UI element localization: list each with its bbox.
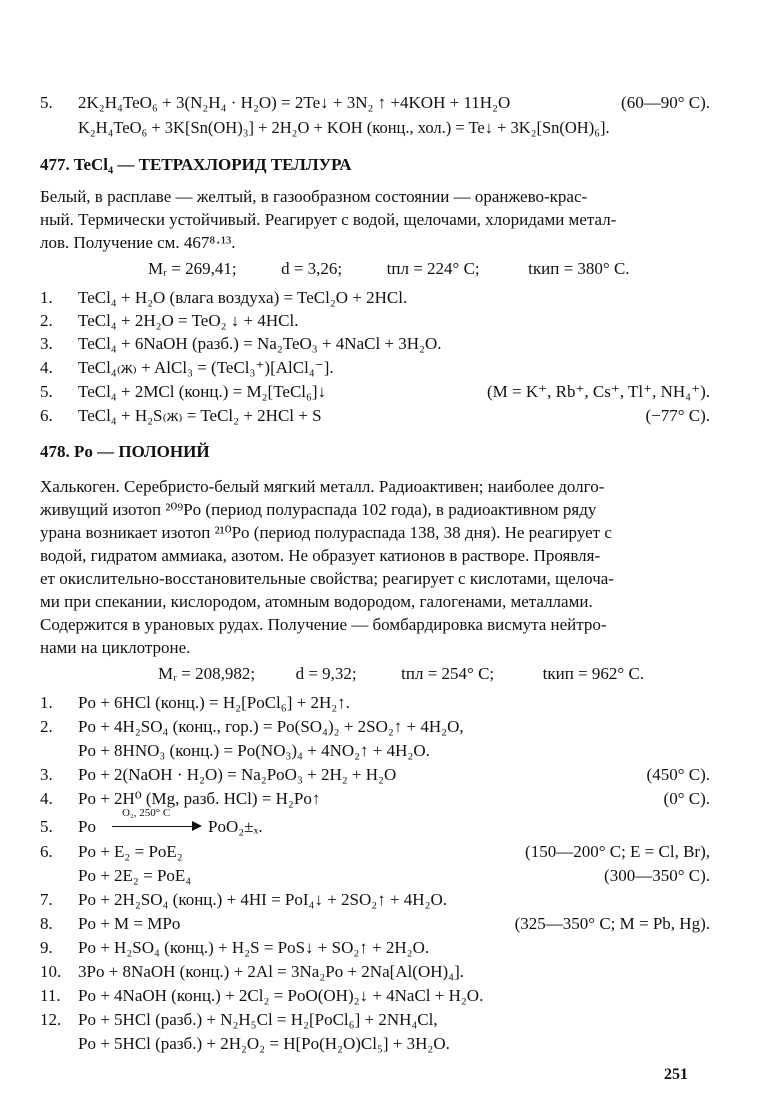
description-line: лов. Получение см. 467⁸·¹³.	[40, 233, 236, 252]
reaction-equation: Po + 4NaOH (конц.) + 2Cl₂ = PoO(OH)₂↓ + 4NaCl + H₂O.	[78, 986, 484, 1005]
reaction-condition: (60—90° C).	[621, 93, 710, 112]
reaction-equation: Po + 2H⁰ (Mg, разб. HCl) = H₂Po↑	[78, 789, 321, 808]
reaction-equation: Po + 6HCl (конц.) = H₂[PoCl₆] + 2H₂↑.	[78, 693, 350, 712]
reaction-equation: TeCl₄ + 2MCl (конц.) = M₂[TeCl₆]↓	[78, 382, 327, 401]
reaction-condition: (300—350° C).	[604, 866, 710, 885]
page-number: 251	[664, 1066, 688, 1083]
reaction-number: 3.	[40, 765, 53, 784]
reaction-reactant: Po	[78, 817, 96, 836]
reaction-condition: (325—350° C; M = Pb, Hg).	[514, 914, 710, 933]
reaction-equation: Po + 8HNO₃ (конц.) = Po(NO₃)₄ + 4NO₂↑ + 4H₂O.	[78, 741, 430, 760]
reaction-equation: Po + 5HCl (разб.) + 2H₂O₂ = H[Po(H₂O)Cl₅] + 3H₂O.	[78, 1034, 450, 1053]
reaction-equation: 2K₂H₄TeO₆ + 3(N₂H₄ · H₂O) = 2Te↓ + 3N₂ ↑ +4KOH + 11H₂O	[78, 93, 511, 112]
arrow-condition-label: O₂, 250° C	[122, 807, 171, 819]
reaction-number: 12.	[40, 1010, 62, 1029]
reaction-number: 3.	[40, 334, 53, 353]
reaction-number: 11.	[40, 986, 61, 1005]
boiling-point: tкип = 962° C.	[542, 664, 645, 683]
reaction-equation: TeCl₄₍ж₎ + AlCl₃ = (TeCl₃⁺)[AlCl₄⁻].	[78, 358, 334, 377]
density: d = 3,26;	[281, 259, 343, 278]
reaction-product: PoO₂±ₓ.	[208, 817, 263, 836]
density: d = 9,32;	[295, 664, 357, 683]
reaction-condition: (450° C).	[646, 765, 710, 784]
description-line: водой, гидратом аммиака, азотом. Не образует катионов в растворе. Проявля-	[40, 546, 601, 565]
reaction-condition: (−77° C).	[645, 406, 710, 425]
reaction-equation: K₂H₄TeO₆ + 3K[Sn(OH)₃] + 2H₂O + KOH (конц., хол.) = Te↓ + 3K₂[Sn(OH)₆].	[78, 118, 610, 137]
reaction-number: 4.	[40, 358, 53, 377]
reaction-number: 4.	[40, 789, 53, 808]
section-header-477: 477. TeCl₄ — ТЕТРАХЛОРИД ТЕЛЛУРА	[40, 155, 352, 174]
reaction-condition: (M = K⁺, Rb⁺, Cs⁺, Tl⁺, NH₄⁺).	[487, 382, 710, 401]
constants-row-478	[158, 663, 644, 685]
reaction-number: 7.	[40, 890, 53, 909]
reaction-equation: TeCl₄ + H₂S₍ж₎ = TeCl₂ + 2HCl + S	[78, 406, 322, 425]
reaction-number: 1.	[40, 693, 53, 712]
reaction-arrow	[108, 807, 204, 836]
boiling-point: tкип = 380° C.	[528, 259, 630, 278]
melting-point: tпл = 254° C;	[401, 664, 495, 683]
description-line: ный. Термически устойчивый. Реагирует с водой, щелочами, хлоридами метал-	[40, 210, 617, 229]
reaction-number: 10.	[40, 962, 62, 981]
reaction-equation: TeCl₄ + 2H₂O = TeO₂ ↓ + 4HCl.	[78, 311, 299, 330]
reaction-condition: (150—200° C; E = Cl, Br),	[525, 842, 710, 861]
melting-point: tпл = 224° C;	[386, 259, 480, 278]
reaction-number: 5.	[40, 93, 53, 112]
reaction-equation: TeCl₄ + 6NaOH (разб.) = Na₂TeO₃ + 4NaCl + 3H₂O.	[78, 334, 442, 353]
reaction-equation: Po + 2E₂ = PoE₄	[78, 866, 192, 885]
constants-row-477	[148, 258, 630, 280]
reaction-equation: Po + 4H₂SO₄ (конц., гор.) = Po(SO₄)₂ + 2SO₂↑ + 4H₂O,	[78, 717, 464, 736]
molar-mass: Mᵣ = 269,41;	[148, 259, 237, 278]
arrow-head-icon	[192, 821, 202, 831]
reaction-number: 5.	[40, 382, 53, 401]
reaction-equation: Po + E₂ = PoE₂	[78, 842, 183, 861]
reaction-equation: Po + M = MPo	[78, 914, 181, 933]
reaction-number: 6.	[40, 406, 53, 425]
reaction-equation: Po + 5HCl (разб.) + N₂H₅Cl = H₂[PoCl₆] + 2NH₄Cl,	[78, 1010, 438, 1029]
reaction-condition: (0° C).	[663, 789, 710, 808]
reaction-equation: TeCl₄ + H₂O (влага воздуха) = TeCl₂O + 2HCl.	[78, 288, 408, 307]
reaction-equation: 3Po + 8NaOH (конц.) + 2Al = 3Na₂Po + 2Na[Al(OH)₄].	[78, 962, 464, 981]
reaction-equation: Po + H₂SO₄ (конц.) + H₂S = PoS↓ + SO₂↑ + 2H₂O.	[78, 938, 430, 957]
reaction-number: 6.	[40, 842, 53, 861]
arrow-shaft	[112, 826, 194, 827]
description-line: Содержится в урановых рудах. Получение — бомбардировка висмута нейтро-	[40, 615, 607, 634]
molar-mass: Mᵣ = 208,982;	[158, 664, 256, 683]
description-line: Халькоген. Серебристо-белый мягкий металл. Радиоактивен; наиболее долго-	[40, 477, 605, 496]
reaction-equation: Po + 2(NaOH · H₂O) = Na₂PoO₃ + 2H₂ + H₂O	[78, 765, 397, 784]
description-line: Белый, в расплаве — желтый, в газообразном состоянии — оранжево-крас-	[40, 187, 588, 206]
reaction-number: 2.	[40, 311, 53, 330]
description-line: ми при спекании, кислородом, атомным водородом, галогенами, металлами.	[40, 592, 593, 611]
reaction-number: 5.	[40, 817, 53, 836]
description-line: урана возникает изотоп ²¹⁰Po (период полураспада 138, 38 дня). Не реагирует с	[40, 523, 612, 542]
description-line: ет окислительно-восстановительные свойства; реагирует с кислотами, щелоча-	[40, 569, 614, 588]
reaction-number: 2.	[40, 717, 53, 736]
reaction-equation: Po + 2H₂SO₄ (конц.) + 4HI = PoI₄↓ + 2SO₂↑ + 4H₂O.	[78, 890, 448, 909]
reaction-number: 8.	[40, 914, 53, 933]
description-line: нами на циклотроне.	[40, 638, 191, 657]
reaction-number: 9.	[40, 938, 53, 957]
section-header-478: 478. Po — ПОЛОНИЙ	[40, 442, 210, 461]
description-line: живущий изотоп ²⁰⁹Po (период полураспада 102 года), в радиоактивном ряду	[40, 500, 597, 519]
reaction-number: 1.	[40, 288, 53, 307]
